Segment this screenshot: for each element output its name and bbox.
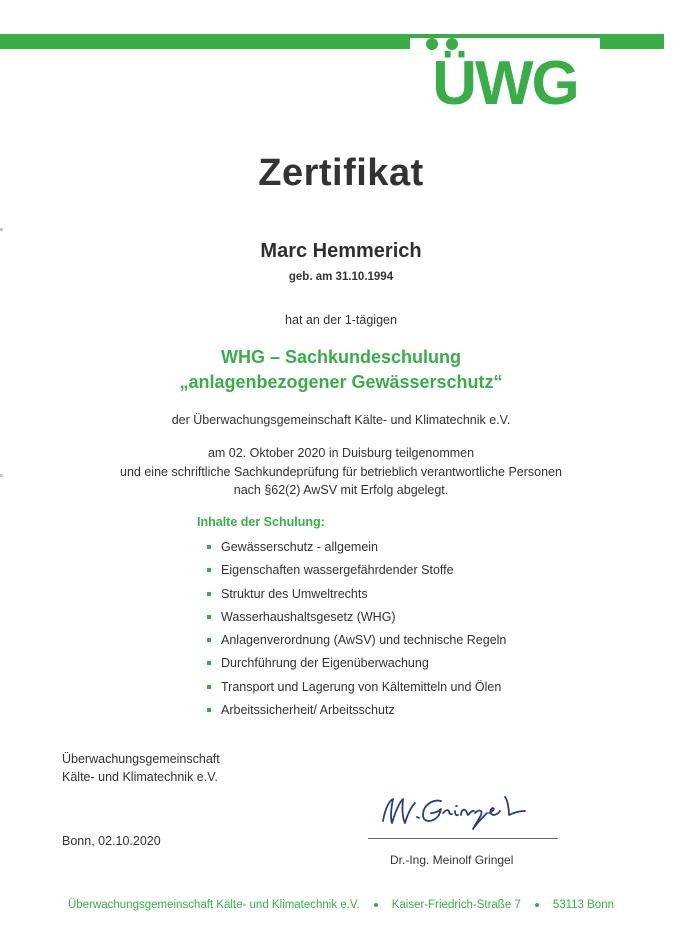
completion-details — [0, 444, 682, 500]
footer — [0, 899, 682, 911]
birth-date-line: geb. am 31.10.1994 — [288, 271, 394, 283]
details-line-3: nach §62(2) AwSV mit Erfolg abgelegt. — [233, 483, 449, 497]
list-item — [207, 655, 506, 678]
list-item — [207, 632, 506, 655]
list-item-label: Gewässerschutz - allgemein — [221, 540, 379, 554]
punch-mark — [0, 228, 3, 231]
footer-organization: Überwachungsgemeinschaft Kälte- und Klimatechnik e.V. — [68, 899, 360, 911]
list-item-label: Anlagenverordnung (AwSV) und technische Regeln — [221, 633, 507, 648]
organization-line: der Überwachungsgemeinschaft Kälte- und Klimatechnik e.V. — [171, 413, 511, 427]
signer-name: Dr.-Ing. Meinolf Gringel — [390, 853, 514, 867]
list-item-label: Transport und Lagerung von Kältemitteln und Ölen — [221, 679, 502, 694]
list-item — [207, 539, 506, 562]
course-title-line-2: „anlagenbezogener Gewässerschutz“ — [179, 372, 503, 392]
punch-mark — [0, 474, 3, 477]
list-item-label: Durchführung der Eigenüberwachung — [221, 656, 429, 671]
bullet-icon — [207, 568, 211, 572]
course-title-line-1: WHG – Sachkundeschulung — [220, 347, 462, 367]
signature-line — [368, 838, 558, 839]
footer-separator-dot — [374, 903, 378, 907]
list-item — [207, 609, 506, 632]
list-item — [207, 562, 506, 585]
bullet-icon — [207, 545, 211, 549]
bullet-icon — [207, 685, 211, 689]
recipient-name: Marc Hemmerich — [260, 240, 422, 262]
issuer-line-1: Überwachungsgemeinschaft — [62, 752, 220, 766]
list-item — [207, 679, 506, 702]
list-item-label: Wasserhaushaltsgesetz (WHG) — [221, 609, 396, 624]
list-item-label: Arbeitssicherheit/ Arbeitsschutz — [221, 703, 395, 718]
bullet-icon — [207, 661, 211, 665]
list-item-label: Struktur des Umweltrechts — [221, 586, 368, 601]
contents-list — [207, 539, 506, 725]
footer-separator-dot — [535, 903, 539, 907]
course-title — [0, 345, 682, 395]
bullet-icon — [207, 708, 211, 712]
bullet-icon — [207, 615, 211, 619]
intro-text: hat an der 1-tägigen — [285, 313, 397, 327]
logo-text: ÜWG — [432, 49, 578, 114]
footer-city: 53113 Bonn — [552, 899, 614, 911]
list-item-label: Eigenschaften wassergefährdender Stoffe — [221, 563, 454, 578]
list-item — [207, 586, 506, 609]
footer-street: Kaiser-Friedrich-Straße 7 — [391, 899, 521, 911]
issuer-block — [62, 750, 220, 786]
place-date: Bonn, 02.10.2020 — [62, 834, 161, 848]
bullet-icon — [207, 592, 211, 596]
issuer-line-2: Kälte- und Klimatechnik e.V. — [62, 770, 218, 784]
details-line-1: am 02. Oktober 2020 in Duisburg teilgenommen — [207, 446, 475, 460]
uewg-logo — [410, 38, 600, 114]
list-item — [207, 702, 506, 725]
bullet-icon — [207, 638, 211, 642]
details-line-2: und eine schriftliche Sachkundeprüfung für betrieblich verantwortliche Personen — [120, 464, 562, 479]
contents-heading: Inhalte der Schulung: — [197, 515, 325, 529]
handwritten-signature — [375, 783, 555, 835]
certificate-title: Zertifikat — [258, 152, 424, 194]
